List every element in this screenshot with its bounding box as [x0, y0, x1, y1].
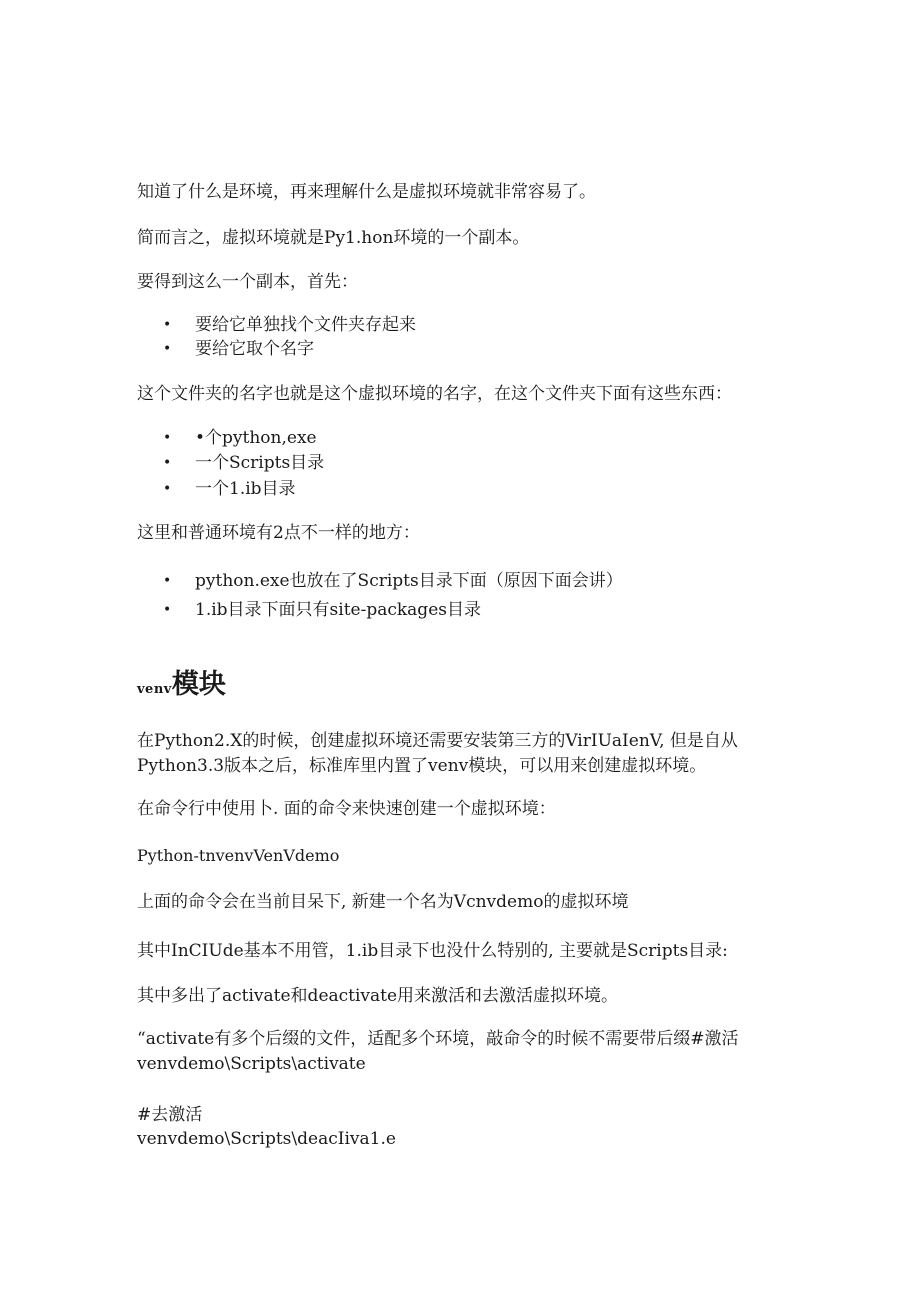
command-create-venv: Python-tnvenvVenVdemo: [137, 846, 340, 865]
list-item-text: 一个1.ib目录: [195, 479, 296, 499]
section-heading-venv: [137, 662, 226, 701]
code-activate-comment: “activate有多个后缀的文件，适配多个环境，敲命令的时候不需要带后缀#激活: [137, 1029, 739, 1049]
paragraph-venv-history-line1: 在Python2.X的时候，创建虚拟环境还需要安装第三方的VirIUaIenV, 但是自从: [137, 731, 738, 751]
paragraph-scripts-dir: 其中InCIUde基本不用管，1.ib目录下也没什么特别的, 主要就是Scripts目录:: [137, 941, 728, 961]
list-item-text: 要给它单独找个文件夹存起来: [195, 315, 416, 335]
bullet-icon: •: [163, 341, 172, 357]
paragraph-virtualenv-definition: 简而言之，虚拟环境就是Py1.hon环境的一个副本。: [137, 228, 530, 248]
list-item-text: •个python,exe: [195, 428, 317, 448]
code-deactivate-command: venvdemo\Scripts\deacIiva1.e: [137, 1129, 396, 1149]
paragraph-command-intro: 在命令行中使用卜. 面的命令来快速创建一个虚拟环境：: [137, 799, 556, 819]
list-item-text: 1.ib目录下面只有site-packages目录: [195, 600, 481, 620]
bullet-icon: •: [163, 573, 172, 589]
list-item-text: 要给它取个名字: [195, 339, 314, 359]
code-activate-command: venvdemo\Scripts\activate: [137, 1054, 366, 1074]
bullet-icon: •: [163, 602, 172, 618]
paragraph-differences: 这里和普通环境有2点不一样的地方：: [137, 523, 420, 543]
paragraph-activate-scripts: 其中多出了activate和deactivate用来激活和去激活虚拟环境。: [137, 986, 619, 1006]
heading-title: 模块: [171, 669, 226, 700]
code-deactivate-comment: #去激活: [137, 1105, 203, 1125]
bullet-icon: •: [163, 481, 172, 497]
heading-prefix: venv: [137, 682, 172, 697]
paragraph-environment-intro: 知道了什么是环境，再来理解什么是虚拟环境就非常容易了。: [137, 182, 596, 202]
list-item-text: python.exe也放在了Scripts目录下面（原因下面会讲）: [195, 571, 623, 591]
paragraph-venv-history-line2: Python3.3版本之后，标准库里内置了venv模块，可以用来创建虚拟环境。: [137, 756, 707, 776]
paragraph-copy-requirements: 要得到这么一个副本，首先：: [137, 272, 358, 292]
bullet-icon: •: [163, 317, 172, 333]
bullet-icon: •: [163, 455, 172, 471]
bullet-icon: •: [163, 430, 172, 446]
paragraph-command-result: 上面的命令会在当前目呆下, 新建一个名为Vcnvdemo的虚拟环境: [137, 892, 629, 912]
paragraph-folder-contents: 这个文件夹的名字也就是这个虚拟环境的名字，在这个文件夹下面有这些东西：: [137, 384, 732, 404]
list-item-text: 一个Scripts目录: [195, 453, 325, 473]
